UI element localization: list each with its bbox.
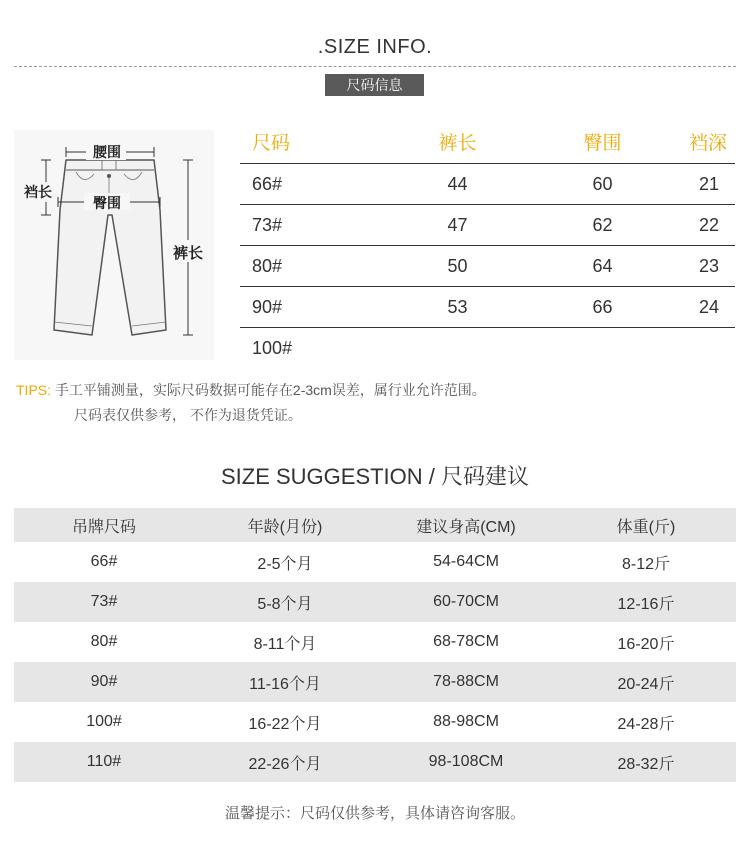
tag-size-cell: 110# xyxy=(86,753,122,770)
tag-size-cell: 80# xyxy=(90,633,118,650)
rise-cell: 24 xyxy=(698,296,719,317)
tips-text-2: 尺码表仅供参考， 不作为退货凭证。 xyxy=(74,407,302,423)
table-row xyxy=(14,662,736,702)
size-info-table xyxy=(240,120,735,369)
tips-label: TIPS: xyxy=(16,382,52,398)
size-suggestion-table xyxy=(14,508,736,782)
weight-cell: 28-32斤 xyxy=(617,755,675,773)
tag-size-cell: 73# xyxy=(90,593,118,610)
pants-diagram xyxy=(14,130,214,360)
suggestion-title: SIZE SUGGESTION / 尺码建议 xyxy=(220,464,530,489)
table-row xyxy=(240,205,735,246)
length-cell: 53 xyxy=(447,296,468,317)
weight-cell: 12-16斤 xyxy=(617,595,675,613)
hip-cell: 66 xyxy=(592,296,613,317)
header-hip: 臀围 xyxy=(583,133,622,154)
weight-cell: 20-24斤 xyxy=(617,675,675,693)
suggestion-header-row xyxy=(14,508,736,542)
age-cell: 2-5个月 xyxy=(257,555,313,573)
length-cell: 44 xyxy=(447,173,468,194)
age-cell: 16-22个月 xyxy=(248,715,322,733)
rise-label: 裆长 xyxy=(24,184,52,200)
age-cell: 11-16个月 xyxy=(249,675,321,693)
table-row xyxy=(14,582,736,622)
tips-line-1 xyxy=(16,378,486,403)
header-rise: 裆深 xyxy=(688,133,727,154)
header-weight: 体重(斤) xyxy=(616,518,676,536)
waist-label: 腰围 xyxy=(93,144,121,160)
size-cell: 66# xyxy=(252,173,283,194)
table-row xyxy=(14,742,736,782)
hip-cell: 60 xyxy=(592,173,613,194)
table-row xyxy=(240,164,735,205)
tips-text-1: 手工平铺测量，实际尺码数据可能存在2-3cm误差，属行业允许范围。 xyxy=(54,382,486,398)
height-cell: 54-64CM xyxy=(433,553,499,570)
table-row xyxy=(240,328,735,369)
hip-label: 臀围 xyxy=(93,195,121,211)
height-cell: 68-78CM xyxy=(433,633,499,650)
size-cell: 90# xyxy=(252,296,283,317)
hip-cell: 64 xyxy=(592,255,613,276)
weight-cell: 8-12斤 xyxy=(621,555,671,573)
age-cell: 5-8个月 xyxy=(257,595,313,613)
section-title-en: .SIZE INFO. xyxy=(317,36,433,58)
length-label: 裤长 xyxy=(172,245,203,262)
dashed-divider xyxy=(14,66,736,67)
size-cell: 80# xyxy=(252,255,283,276)
tag-size-cell: 66# xyxy=(90,553,118,570)
section-title-cn-badge: 尺码信息 xyxy=(325,74,424,96)
length-cell: 47 xyxy=(447,214,468,235)
hip-cell: 62 xyxy=(592,214,613,235)
table-row xyxy=(14,702,736,742)
size-cell: 100# xyxy=(252,338,293,358)
tag-size-cell: 100# xyxy=(86,713,122,730)
weight-cell: 24-28斤 xyxy=(617,715,675,733)
footer-note: 温馨提示：尺码仅供参考，具体请咨询客服。 xyxy=(224,805,525,822)
size-cell: 73# xyxy=(252,214,283,235)
height-cell: 60-70CM xyxy=(433,593,499,610)
weight-cell: 16-20斤 xyxy=(617,635,675,653)
age-cell: 8-11个月 xyxy=(253,635,317,653)
height-cell: 98-108CM xyxy=(428,753,504,770)
header-age: 年龄(月份) xyxy=(247,518,323,536)
rise-cell: 21 xyxy=(698,173,719,194)
table-row xyxy=(14,542,736,582)
height-cell: 88-98CM xyxy=(433,713,499,730)
age-cell: 22-26个月 xyxy=(248,755,322,773)
header-tag-size: 吊牌尺码 xyxy=(71,518,136,536)
table-row xyxy=(240,246,735,287)
header-height: 建议身高(CM) xyxy=(416,518,516,536)
height-cell: 78-88CM xyxy=(433,673,499,690)
header-size: 尺码 xyxy=(252,133,291,154)
rise-cell: 23 xyxy=(698,255,719,276)
length-cell: 50 xyxy=(447,255,468,276)
rise-cell: 22 xyxy=(698,214,719,235)
table-row xyxy=(240,287,735,328)
tips-block xyxy=(16,378,486,428)
header-length: 裤长 xyxy=(438,133,477,154)
table-row xyxy=(14,622,736,662)
size-info-header-row xyxy=(240,120,735,164)
tag-size-cell: 90# xyxy=(90,673,118,690)
